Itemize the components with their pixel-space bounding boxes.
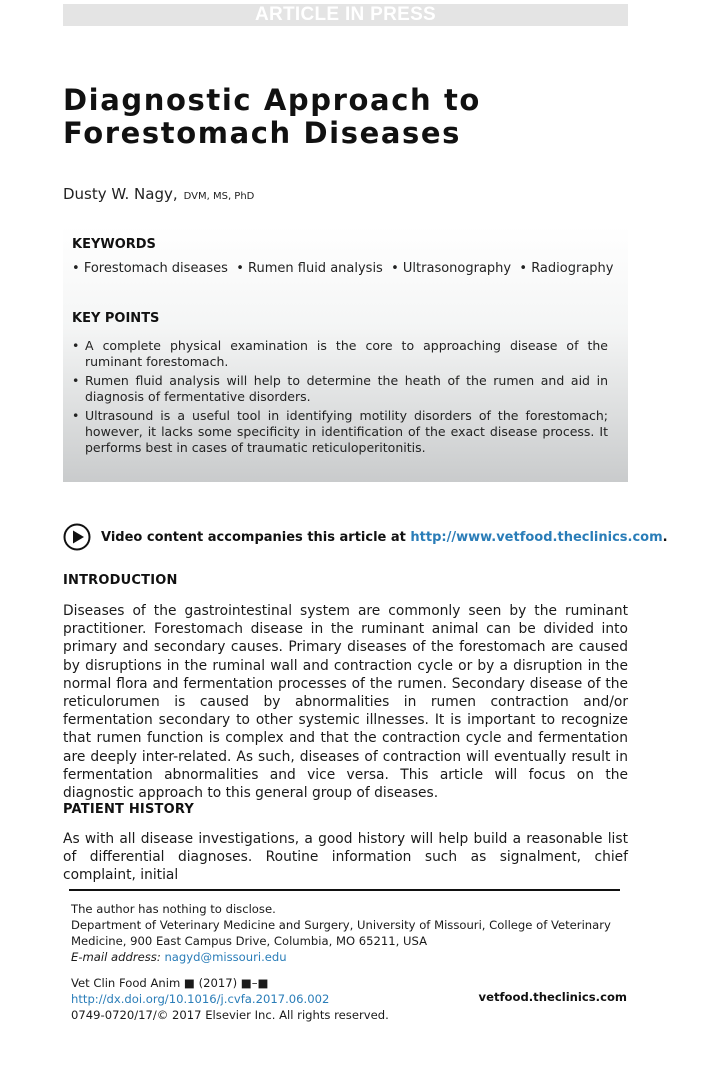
video-notice bbox=[63, 522, 668, 552]
disclosure-note: The author has nothing to disclose. bbox=[71, 902, 276, 916]
title-line-1: Diagnostic Approach to bbox=[63, 83, 481, 117]
email-label: E-mail address: bbox=[71, 950, 161, 964]
keywords-heading: KEYWORDS bbox=[72, 237, 156, 252]
keywords-list: • Forestomach diseases • Rumen fluid analysis • Ultrasonography • Radiography bbox=[72, 261, 614, 276]
key-point-item: • Ultrasound is a useful tool in identifying motility disorders of the forestomach; however, it lacks some specificity in identification of the exact disease process. It performs best in cases of traumatic reticuloperitonitis. bbox=[72, 408, 608, 456]
doi-link[interactable]: http://dx.doi.org/10.1016/j.cvfa.2017.06.002 bbox=[71, 992, 330, 1006]
affiliation-note: Department of Veterinary Medicine and Surgery, University of Missouri, College of Veterinary Medicine, 900 East Campus Drive, Columbia, MO 65211, USA bbox=[71, 918, 611, 948]
keyword-item: Forestomach diseases bbox=[83, 261, 228, 276]
key-point-item: • Rumen fluid analysis will help to determine the heath of the rumen and aid in diagnosis of fermentative disorders. bbox=[72, 373, 608, 405]
journal-citation: Vet Clin Food Anim ■ (2017) ■–■ bbox=[71, 976, 269, 990]
patient-history-paragraph: As with all disease investigations, a good history will help build a reasonable list of differential diagnoses. Routine information such as signalment, chief complaint, initial bbox=[63, 831, 628, 884]
introduction-heading: INTRODUCTION bbox=[63, 573, 178, 588]
introduction-paragraph: Diseases of the gastrointestinal system are commonly seen by the ruminant practitioner. Forestomach disease in the ruminant animal can be divided into primary and secondary causes. Primary diseases of the forestomach are caused by disruptions in the ruminal wall and contraction cycle or by a disruption in the normal flora and fermentation processes of the rumen. Secondary disease of the reticulorumen is caused by abnormalities in rumen contraction and/or fermentation secondary to other systemic illnesses. It is important to recognize that rumen function is complex and that the contraction cycle and fermentation are deeply inter-related. As such, diseases of contraction will eventually result in fermentation abnormalities and vice versa. This article will focus on the diagnostic approach to this general group of diseases. bbox=[63, 603, 628, 802]
footnote-divider bbox=[69, 889, 620, 891]
video-suffix: . bbox=[662, 529, 668, 545]
keywords-keypoints-box bbox=[63, 226, 628, 482]
patient-history-heading: PATIENT HISTORY bbox=[63, 802, 194, 817]
keyword-item: Radiography bbox=[531, 261, 614, 276]
keyword-item: Rumen fluid analysis bbox=[248, 261, 383, 276]
video-notice-text bbox=[101, 530, 668, 545]
author-name: Dusty W. Nagy, bbox=[63, 185, 178, 203]
author-credentials: DVM, MS, PhD bbox=[183, 191, 255, 202]
email-line bbox=[71, 949, 631, 965]
video-play-icon[interactable] bbox=[63, 523, 91, 551]
key-point-item: • A complete physical examination is the core to approaching disease of the ruminant forestomach. bbox=[72, 338, 608, 370]
key-points-list bbox=[72, 338, 608, 459]
article-title bbox=[63, 84, 663, 150]
keyword-item: Ultrasonography bbox=[402, 261, 512, 276]
title-line-2: Forestomach Diseases bbox=[63, 116, 461, 150]
key-points-heading: KEY POINTS bbox=[72, 311, 160, 326]
video-text: Video content accompanies this article at bbox=[101, 529, 406, 545]
copyright-line: 0749-0720/17/© 2017 Elsevier Inc. All rights reserved. bbox=[71, 1008, 389, 1022]
article-in-press-banner: ARTICLE IN PRESS bbox=[63, 4, 628, 26]
email-link[interactable]: nagyd@missouri.edu bbox=[164, 950, 287, 964]
author-line bbox=[63, 185, 254, 203]
journal-site-link[interactable]: vetfood.theclinics.com bbox=[478, 990, 627, 1004]
video-link[interactable]: http://www.vetfood.theclinics.com bbox=[410, 529, 663, 545]
